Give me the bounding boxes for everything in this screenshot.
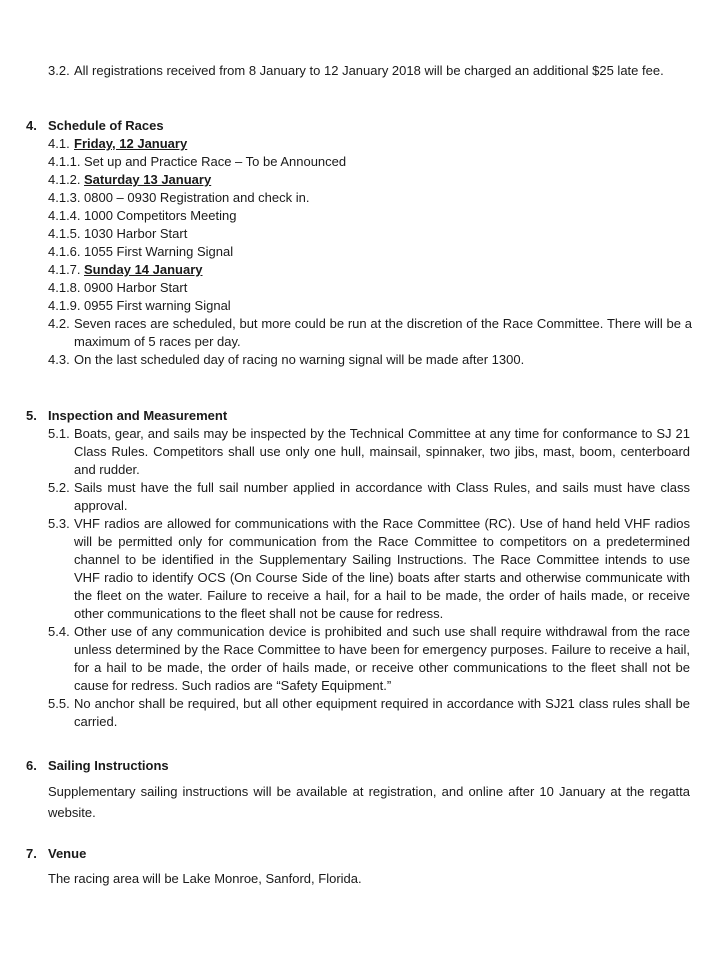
clause-number: 4.1.1. bbox=[48, 154, 81, 169]
clause-text: Boats, gear, and sails may be inspected by the Technical Committee at any time for conformance to SJ 21 Class Rules. Competitors shall use only one hull, mainsail, spinnaker, two jibs, mast, boom, centerboard and rudder. bbox=[74, 426, 690, 477]
section-title: Sailing Instructions bbox=[48, 758, 169, 773]
section-title: Inspection and Measurement bbox=[48, 408, 228, 423]
clause-text: Other use of any communication device is prohibited and such use shall require withdrawal from the race unless determined by the Race Committee to have been for emergency purposes. Failure to receive a hail, for a hail to be made, the order of hails made, or receive other communications to the fleet shall not be cause for redress. Such radios are “Safety Equipment.” bbox=[74, 624, 690, 693]
clause-number: 4.1.9. bbox=[48, 298, 81, 313]
clause-number: 5.2. bbox=[48, 480, 70, 495]
clause-5-4 bbox=[48, 623, 693, 695]
clause-number: 4.1.2. bbox=[48, 172, 81, 187]
clause-4-1-3 bbox=[48, 189, 688, 207]
section-title: Venue bbox=[48, 846, 87, 861]
clause-4-1-8 bbox=[48, 279, 688, 297]
clause-number: 5.1. bbox=[48, 426, 70, 441]
clause-number: 5.5. bbox=[48, 696, 70, 711]
section-number: 6. bbox=[26, 758, 37, 773]
clause-4-1-5 bbox=[48, 225, 688, 243]
clause-text: 1000 Competitors Meeting bbox=[84, 208, 237, 223]
day-heading: Sunday 14 January bbox=[84, 262, 203, 277]
day-heading: Friday, 12 January bbox=[74, 136, 188, 151]
clause-4-2 bbox=[48, 315, 693, 351]
clause-number: 3.2. bbox=[48, 63, 70, 78]
clause-number: 4.1.7. bbox=[48, 262, 81, 277]
clause-5-2 bbox=[48, 479, 693, 515]
section-6-heading bbox=[26, 757, 169, 775]
clause-number: 4.1.8. bbox=[48, 280, 81, 295]
clause-4-3 bbox=[48, 351, 688, 369]
clause-text: All registrations received from 8 January to 12 January 2018 will be charged an additional $25 late fee. bbox=[74, 63, 664, 78]
clause-5-1 bbox=[48, 425, 693, 479]
section-4-heading bbox=[26, 117, 164, 135]
clause-number: 5.4. bbox=[48, 624, 70, 639]
clause-number: 4.1.6. bbox=[48, 244, 81, 259]
clause-text: 0800 – 0930 Registration and check in. bbox=[84, 190, 310, 205]
clause-number: 4.1.5. bbox=[48, 226, 81, 241]
clause-5-3 bbox=[48, 515, 693, 623]
section-title: Schedule of Races bbox=[48, 118, 164, 133]
clause-text: On the last scheduled day of racing no warning signal will be made after 1300. bbox=[74, 352, 525, 367]
clause-text: Seven races are scheduled, but more could be run at the discretion of the Race Committee. There will be a maximum of 5 races per day. bbox=[74, 316, 692, 349]
clause-4-1 bbox=[48, 135, 688, 153]
clause-text: Sails must have the full sail number applied in accordance with Class Rules, and sails must have class approval. bbox=[74, 480, 690, 513]
clause-5-5 bbox=[48, 695, 693, 731]
clause-3-2 bbox=[48, 62, 698, 80]
section-number: 7. bbox=[26, 846, 37, 861]
section-number: 4. bbox=[26, 118, 37, 133]
day-heading: Saturday 13 January bbox=[84, 172, 212, 187]
clause-4-1-1 bbox=[48, 153, 688, 171]
clause-4-1-6 bbox=[48, 243, 688, 261]
clause-number: 4.1. bbox=[48, 136, 70, 151]
clause-text: 1030 Harbor Start bbox=[84, 226, 188, 241]
clause-4-1-9 bbox=[48, 297, 688, 315]
clause-4-1-2 bbox=[48, 171, 688, 189]
clause-number: 5.3. bbox=[48, 516, 70, 531]
clause-text: 0900 Harbor Start bbox=[84, 280, 188, 295]
clause-number: 4.2. bbox=[48, 316, 70, 331]
clause-4-1-4 bbox=[48, 207, 688, 225]
clause-text: 0955 First warning Signal bbox=[84, 298, 231, 313]
section-5-heading bbox=[26, 407, 228, 425]
section-6-body: Supplementary sailing instructions will be available at registration, and online after 10 January at the regatta website. bbox=[48, 784, 690, 820]
section-7-heading bbox=[26, 845, 87, 863]
clause-4-1-7 bbox=[48, 261, 688, 279]
section-number: 5. bbox=[26, 408, 37, 423]
clause-text: 1055 First Warning Signal bbox=[84, 244, 234, 259]
clause-text: VHF radios are allowed for communications with the Race Committee (RC). Use of hand held VHF radios will be permitted only for communication from the Race Committee to competitors on a predetermined channel to be identified in the Supplementary Sailing Instructions. The Race Committee intends to use VHF radio to identify OCS (On Course Side of the line) boats after starts and otherwise communicate with the fleet on the water. Failure to receive a hail, for a hail to be made, the order of hails made, or receive other communications to the fleet shall not be cause for redress. bbox=[74, 516, 690, 621]
clause-text: No anchor shall be required, but all other equipment required in accordance with SJ21 class rules shall be carried. bbox=[74, 696, 690, 729]
section-7-body: The racing area will be Lake Monroe, Sanford, Florida. bbox=[48, 871, 362, 886]
clause-number: 4.1.3. bbox=[48, 190, 81, 205]
clause-number: 4.3. bbox=[48, 352, 70, 367]
clause-number: 4.1.4. bbox=[48, 208, 81, 223]
clause-text: Set up and Practice Race – To be Announced bbox=[84, 154, 347, 169]
